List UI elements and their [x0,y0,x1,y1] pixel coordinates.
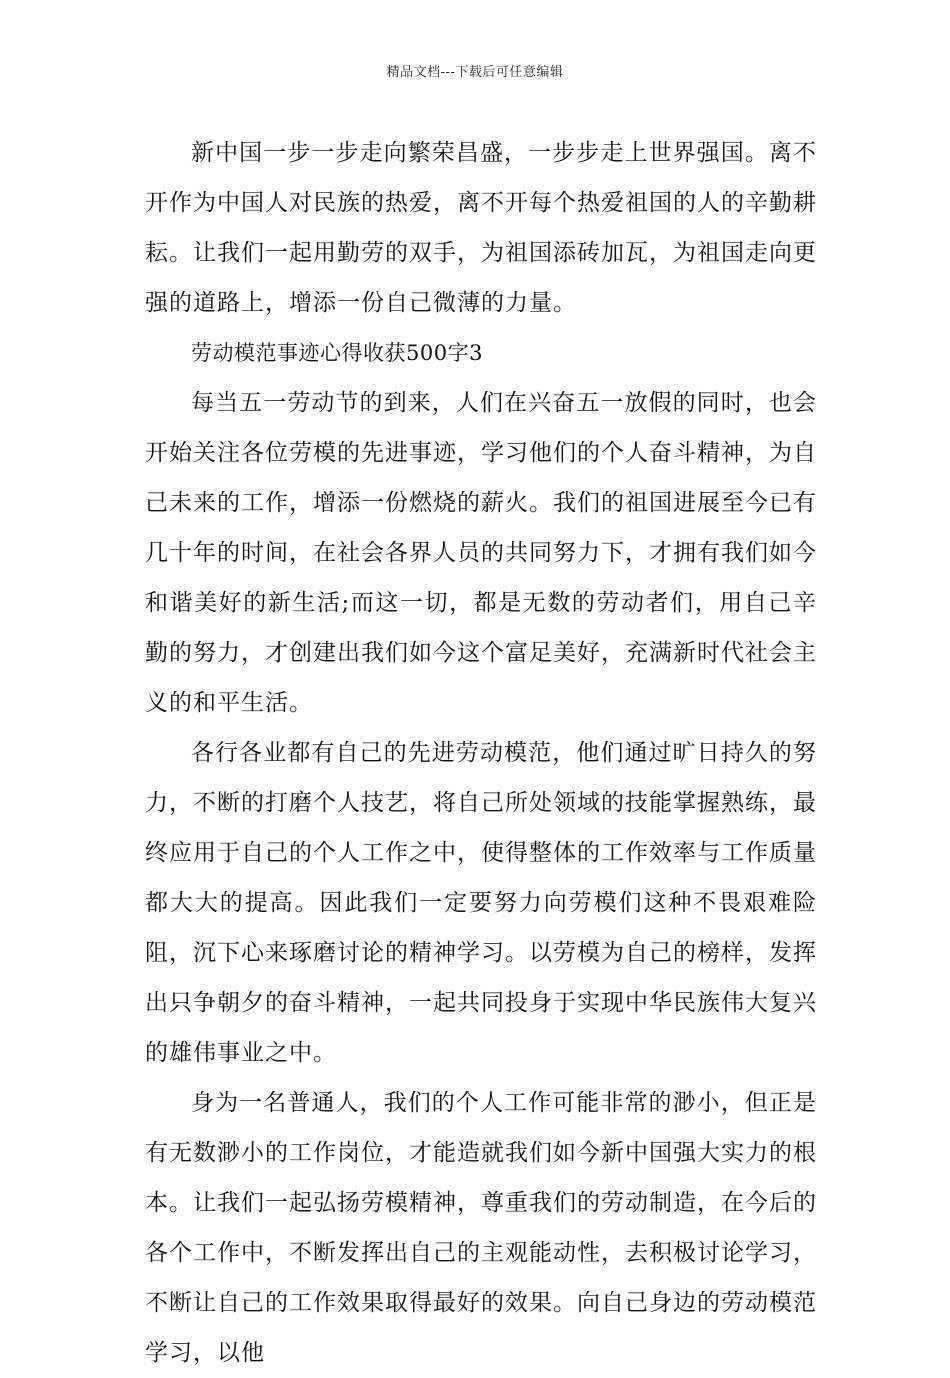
paragraph-2: 每当五一劳动节的到来，人们在兴奋五一放假的同时，也会开始关注各位劳模的先进事迹，学习他们的个人奋斗精神，为自己未来的工作，增添一份燃烧的薪火。我们的祖国进展至今已有几十年的时间，在社会各界人员的共同努力下，才拥有我们如今和谐美好的新生活;而这一切，都是无数的劳动者们，用自己辛勤的努力，才创建出我们如今这个富足美好，充满新时代社会主义的和平生活。 [145,390,817,716]
document-body [145,128,817,1378]
paragraph-1: 新中国一步一步走向繁荣昌盛，一步步走上世界强国。离不开作为中国人对民族的热爱，离不开每个热爱祖国的人的辛勤耕耘。让我们一起用勤劳的双手，为祖国添砖加瓦，为祖国走向更强的道路上，增添一份自己微薄的力量。 [145,140,817,316]
paragraph-3: 各行各业都有自己的先进劳动模范，他们通过旷日持久的努力，不断的打磨个人技艺，将自己所处领域的技能掌握熟练，最终应用于自己的个人工作之中，使得整体的工作效率与工作质量都大大的提高。因此我们一定要努力向劳模们这种不畏艰难险阻，沉下心来琢磨讨论的精神学习。以劳模为自己的榜样，发挥出只争朝夕的奋斗精神，一起共同投身于实现中华民族伟大复兴的雄伟事业之中。 [145,740,817,1066]
page-header: 精品文档---下载后可任意编辑 [386,65,564,80]
paragraph-4: 身为一名普通人，我们的个人工作可能非常的渺小，但正是有无数渺小的工作岗位，才能造就我们如今新中国强大实力的根本。让我们一起弘扬劳模精神，尊重我们的劳动制造，在今后的各个工作中，不断发挥出自己的主观能动性，去积极讨论学习，不断让自己的工作效果取得最好的效果。向自己身边的劳动模范学习，以他 [145,1090,817,1366]
section-title: 劳动模范事迹心得收获500字3 [191,341,483,365]
